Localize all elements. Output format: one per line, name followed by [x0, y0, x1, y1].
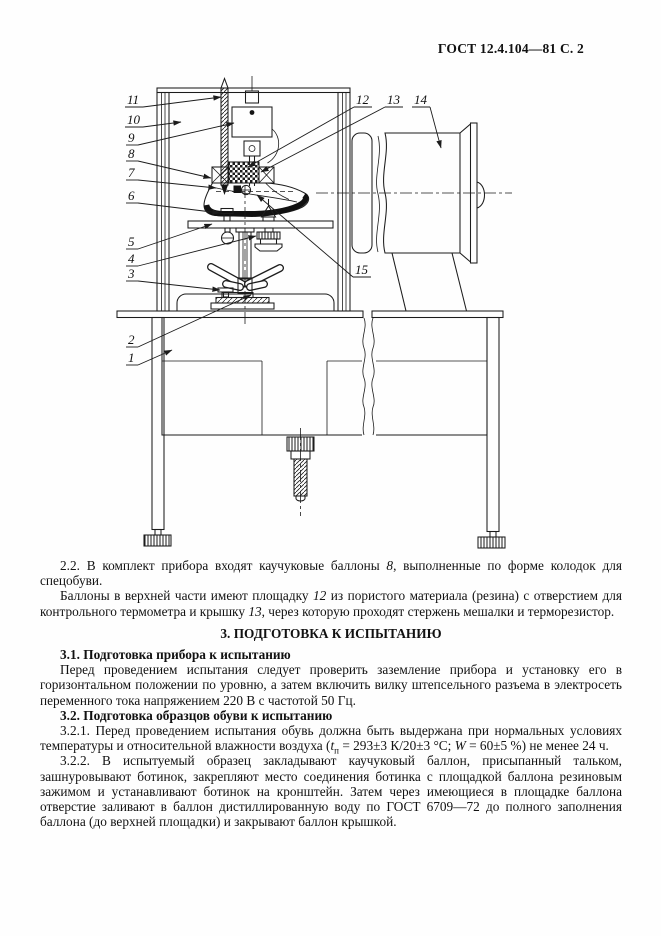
- callout-1: [126, 350, 172, 365]
- svg-text:6: 6: [128, 188, 135, 203]
- callout-3: [126, 266, 220, 290]
- para-3-1-title: 3.1. Подготовка прибора к испытанию: [60, 647, 291, 663]
- callout-14: [412, 92, 441, 148]
- para-3-1: Перед проведением испытания следует проверить заземление прибора и установку его в горизонтальном положении по уровню, а затем включить вилку штепсельного разъема в электросеть переменного тока напряжением 220 В с частотой 50 Гц.: [40, 662, 622, 708]
- svg-text:10: 10: [127, 112, 140, 127]
- para-3-2-title: 3.2. Подготовка образцов обуви к испытанию: [60, 707, 333, 723]
- svg-text:2: 2: [128, 332, 135, 347]
- svg-text:12: 12: [356, 92, 369, 107]
- leveling-screw: [287, 428, 314, 516]
- para-3-2-1: 3.2.1. Перед проведением испытания обувь должна быть выдержана при нормальных условиях температуры и относительной влажности воздуха ($t_п = 293\pm 3$ К/20±3 °С; W = 60±5 %) не менее 24 ч.: [40, 723, 622, 756]
- para-balloons: Баллоны в верхней части имеют площадку 12 из пористого материала (резина) с отверстием для контрольного термометра и крышку 13, через которую проходят стержень мешалки и терморезистор.: [40, 588, 622, 619]
- svg-text:3: 3: [128, 266, 135, 281]
- para-3-2-2: 3.2.2. В испытуемый образец закладывают каучуковый баллон, присыпанный тальком, зашнуровывают ботинок, закрепляют место соединения ботинка с площадкой баллона резиновым зажимом и устанавливают ботинок на кронштейн. Затем через имеющиеся в площадке баллона отверстие заливают в баллон дистиллированную воду по ГОСТ 6709—72 до полного заполнения баллона (до верхней площадки) и закрывают баллон крышкой.: [40, 753, 622, 830]
- svg-text:8: 8: [128, 146, 135, 161]
- table: [117, 311, 505, 548]
- svg-text:4: 4: [128, 251, 135, 266]
- callout-9: [126, 123, 234, 145]
- svg-text:9: 9: [128, 130, 135, 145]
- svg-text:11: 11: [127, 92, 140, 107]
- callout-11: [125, 92, 221, 107]
- svg-text:13: 13: [387, 92, 400, 107]
- page-header: ГОСТ 12.4.104—81 С. 2: [437, 41, 584, 56]
- svg-text:1: 1: [128, 350, 135, 365]
- callout-10: [125, 112, 181, 127]
- svg-text:15: 15: [355, 262, 368, 277]
- svg-text:5: 5: [128, 234, 135, 249]
- callout-13: [261, 92, 403, 172]
- svg-text:14: 14: [414, 92, 427, 107]
- callout-4: [126, 236, 256, 266]
- boot-specimen: [204, 183, 309, 217]
- svg-text:7: 7: [128, 165, 135, 180]
- para-2-2: 2.2. В комплект прибора входят каучуковые баллоны 8, выполненные по форме колодок для спецобуви.: [40, 558, 622, 589]
- blower-unit: [352, 123, 485, 311]
- callout-12: [248, 92, 372, 167]
- section-heading-3: 3. ПОДГОТОВКА К ИСПЫТАНИЮ: [220, 625, 442, 641]
- document-text: [40, 558, 622, 829]
